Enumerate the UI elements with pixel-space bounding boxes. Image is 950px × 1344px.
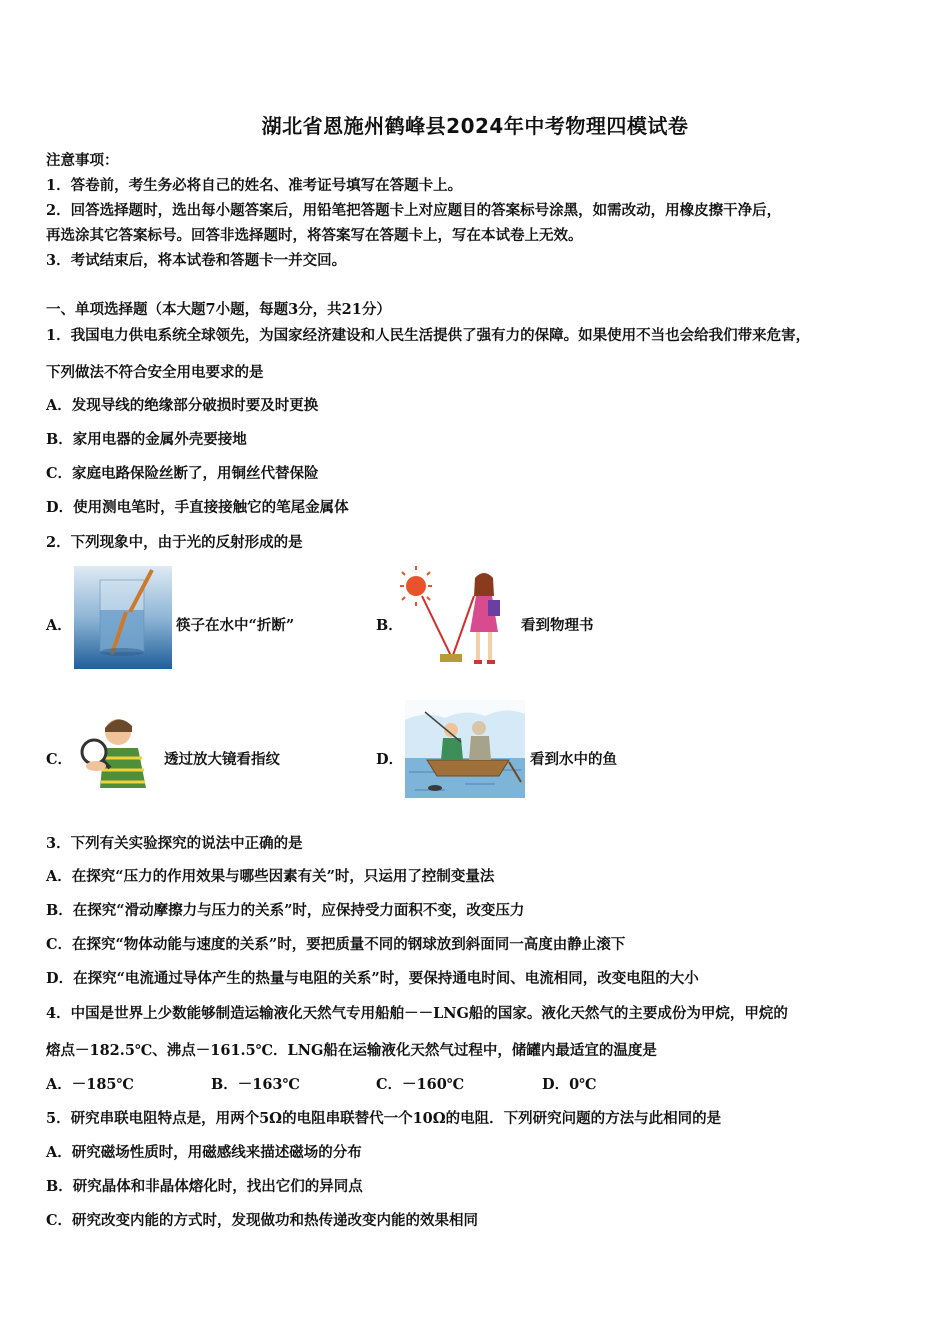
q5-option-a: A．研究磁场性质时，用磁感线来描述磁场的分布 [46,1144,362,1161]
q4-option-b: B．－163℃ [211,1076,300,1093]
boat-fishing-image [405,700,525,798]
q5-option-b: B．研究晶体和非晶体熔化时，找出它们的异同点 [46,1178,363,1195]
q4-stem: 4．中国是世界上少数能够制造运输液化天然气专用船舶－－LNG船的国家。液化天然气的主要成份为甲烷，甲烷的 [46,1005,788,1022]
notice-item-2-cont: 再选涂其它答案标号。回答非选择题时，将答案写在答题卡上，写在本试卷上无效。 [46,227,583,244]
q3-stem: 3．下列有关实验探究的说法中正确的是 [46,835,303,852]
q4-option-c: C．－160℃ [376,1076,465,1093]
page-title: 湖北省恩施州鹤峰县2024年中考物理四模试卷 [261,114,689,138]
q3-option-c: C．在探究“物体动能与速度的关系”时，要把质量不同的钢球放到斜面同一高度由静止滚下 [46,936,626,953]
magnifier-boy-image [74,712,160,796]
q1-stem-cont: 下列做法不符合安全用电要求的是 [46,364,264,381]
q1-option-d: D．使用测电笔时，手直接接触它的笔尾金属体 [46,499,349,516]
q3-option-d: D．在探究“电流通过导体产生的热量与电阻的关系”时，要保持通电时间、电流相同，改变电阻的大小 [46,970,699,987]
notice-heading: 注意事项： [46,152,119,169]
q2-option-d-caption: 看到水中的鱼 [530,751,617,768]
q2-option-c-letter: C． [46,751,73,768]
notice-item-1: 1．答卷前，考生务必将自己的姓名、准考证号填写在答题卡上。 [46,177,463,194]
q3-option-a: A．在探究“压力的作用效果与哪些因素有关”时，只运用了控制变量法 [46,868,495,885]
q1-option-b: B．家用电器的金属外壳要接地 [46,431,247,448]
q2-option-b-caption: 看到物理书 [521,617,594,634]
q5-option-c: C．研究改变内能的方式时，发现做功和热传递改变内能的效果相同 [46,1212,479,1229]
q5-stem: 5．研究串联电阻特点是，用两个5Ω的电阻串联替代一个10Ω的电阻．下列研究问题的方法与此相同的是 [46,1110,722,1127]
q4-stem-cont: 熔点－182.5℃、沸点－161.5℃．LNG船在运输液化天然气过程中，储罐内最适宜的温度是 [46,1042,657,1059]
q3-option-b: B．在探究“滑动摩擦力与压力的关系”时，应保持受力面积不变，改变压力 [46,902,525,919]
q2-stem: 2．下列现象中，由于光的反射形成的是 [46,534,303,551]
q1-option-c: C．家庭电路保险丝断了，用铜丝代替保险 [46,465,319,482]
q1-option-a: A．发现导线的绝缘部分破损时要及时更换 [46,397,319,414]
q2-option-a-caption: 筷子在水中“折断” [176,617,295,634]
q4-option-a: A．－185℃ [46,1076,134,1093]
notice-item-3: 3．考试结束后，将本试卷和答题卡一并交回。 [46,252,347,269]
q2-option-c-caption: 透过放大镜看指纹 [164,751,280,768]
chopsticks-in-water-image [74,566,172,669]
q2-option-d-letter: D． [376,751,404,768]
q2-option-a-letter: A． [46,617,72,634]
q2-option-b-letter: B． [376,617,403,634]
q1-stem: 1．我国电力供电系统全球领先，为国家经济建设和人民生活提供了强有力的保障。如果使用不当也会给我们带来危害， [46,327,811,344]
notice-item-2: 2．回答选择题时，选出每小题答案后，用铅笔把答题卡上对应题目的答案标号涂黑，如需改动，用橡皮擦干净后， [46,202,782,219]
section-heading: 一、单项选择题（本大题7小题，每题3分，共21分） [46,301,391,318]
q4-option-d: D．0℃ [542,1076,597,1093]
girl-sun-reflection-image [400,566,516,670]
